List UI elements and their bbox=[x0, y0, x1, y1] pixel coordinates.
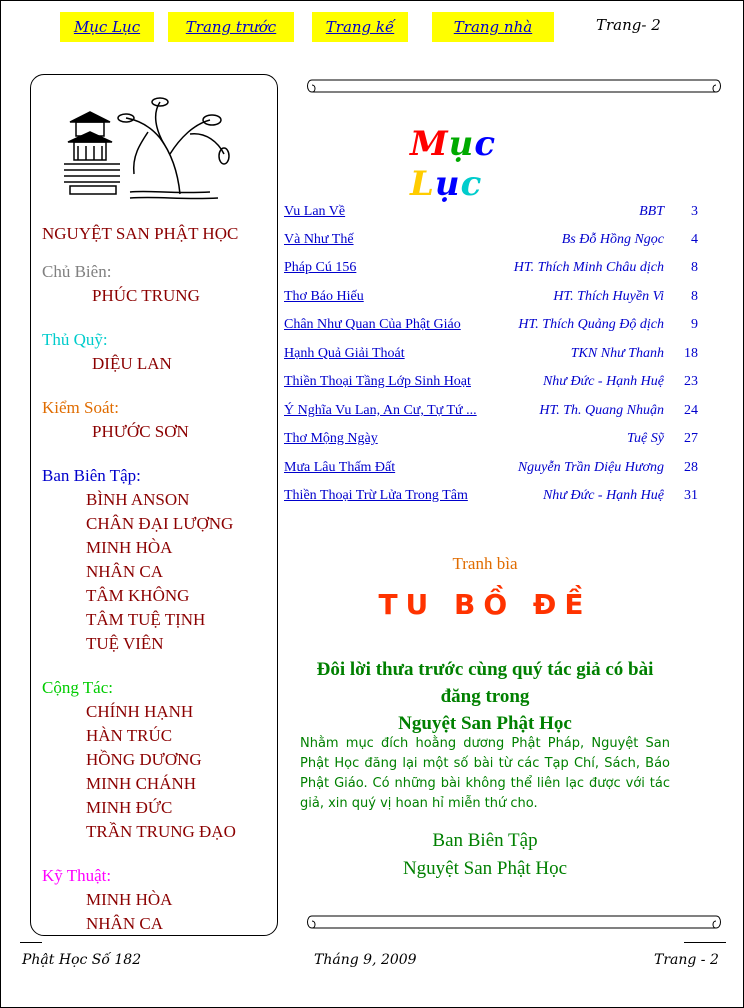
toc-author: Bs Đỗ Hồng Ngọc bbox=[561, 232, 664, 247]
toc-page-number: 27 bbox=[684, 431, 698, 446]
contributor-name: TRẦN TRUNG ĐẠO bbox=[86, 822, 236, 841]
signature-line: Nguyệt San Phật Học bbox=[402, 858, 568, 879]
toc-page-number: 24 bbox=[684, 403, 698, 418]
toc-page-number: 9 bbox=[691, 317, 698, 332]
toc-article-link[interactable]: Thiền Thoại Tầng Lớp Sinh Hoạt bbox=[284, 374, 471, 389]
toc-row bbox=[284, 202, 704, 226]
footer-issue: Phật Học Số 182 bbox=[22, 952, 142, 968]
editorial-member: TÂM TUỆ TỊNH bbox=[86, 610, 206, 629]
treasurer-name: DIỆU LAN bbox=[92, 354, 172, 373]
toc-article-link[interactable]: Và Như Thế bbox=[284, 232, 354, 247]
nav-next-link[interactable]: Trang kế bbox=[312, 12, 408, 42]
contributors-label: Cộng Tác: bbox=[42, 678, 113, 697]
page-label: Trang- 2 bbox=[596, 16, 661, 34]
toc-page-number: 8 bbox=[691, 289, 698, 304]
nav-home-link[interactable]: Trang nhà bbox=[432, 12, 554, 42]
toc-author: Như Đức - Hạnh Huệ bbox=[542, 488, 664, 503]
toc-author: HT. Thích Minh Châu dịch bbox=[513, 260, 664, 275]
toc-row bbox=[284, 372, 704, 396]
contributor-name: CHÍNH HẠNH bbox=[86, 702, 194, 721]
cover-label: Tranh bìa bbox=[452, 554, 518, 573]
notice-body: Nhằm mục đích hoằng dương Phật Pháp, Nguyệt San Phật Học đăng lại một số bài từ các Tạp Chí, Sách, Báo Phật Giáo. Có những bài không thể liên lạc được với tác giả, xin quý vị hoan hỉ miễn thứ cho. bbox=[300, 736, 670, 811]
controller-name: PHƯỚC SƠN bbox=[92, 422, 189, 441]
editorial-member: BÌNH ANSON bbox=[86, 490, 190, 509]
contributor-name: HỒNG DƯƠNG bbox=[86, 750, 202, 769]
toc-page-number: 28 bbox=[684, 460, 698, 475]
toc-page-number: 23 bbox=[684, 374, 698, 389]
chief-editor-name: PHÚC TRUNG bbox=[92, 286, 200, 305]
toc-page-number: 18 bbox=[684, 346, 698, 361]
toc-author: HT. Th. Quang Nhuận bbox=[539, 403, 664, 418]
publication-name: NGUYỆT SAN PHẬT HỌC bbox=[42, 224, 239, 243]
toc-article-link[interactable]: Pháp Cú 156 bbox=[284, 260, 357, 275]
scroll-bottom-decoration bbox=[304, 912, 724, 932]
toc-article-link[interactable]: Thơ Mộng Ngày bbox=[284, 431, 378, 446]
footer-date: Tháng 9, 2009 bbox=[314, 952, 417, 968]
toc-row bbox=[284, 258, 704, 282]
treasurer-label: Thủ Quỹ: bbox=[42, 330, 108, 349]
cover-title: TU BỒ ĐỀ bbox=[378, 588, 592, 621]
toc-row bbox=[284, 287, 704, 311]
footer-rule-left bbox=[20, 942, 42, 943]
scroll-top-decoration bbox=[304, 76, 724, 96]
nav-toc-link[interactable]: Mục Lục bbox=[60, 12, 154, 42]
toc-author: HT. Thích Quảng Độ dịch bbox=[518, 317, 664, 332]
toc-row bbox=[284, 401, 704, 425]
toc-page-number: 31 bbox=[684, 488, 698, 503]
toc-heading bbox=[410, 124, 570, 204]
controller-label: Kiểm Soát: bbox=[42, 398, 119, 417]
toc-article-link[interactable]: Thơ Báo Hiếu bbox=[284, 289, 364, 304]
toc-article-link[interactable]: Hạnh Quả Giải Thoát bbox=[284, 346, 405, 361]
notice-heading bbox=[300, 656, 670, 737]
nav-prev-link[interactable]: Trang trước bbox=[168, 12, 294, 42]
editorial-member: TUỆ VIÊN bbox=[86, 634, 164, 653]
toc-article-link[interactable]: Thiền Thoại Trừ Lửa Trong Tâm bbox=[284, 488, 468, 503]
toc-row bbox=[284, 315, 704, 339]
toc-row bbox=[284, 429, 704, 453]
signature-line: Ban Biên Tập bbox=[432, 830, 538, 851]
toc-heading-letter: M bbox=[410, 124, 449, 164]
contributor-name: HÀN TRÚC bbox=[86, 726, 173, 745]
toc-author: TKN Như Thanh bbox=[570, 346, 664, 361]
notice-heading-line: Nguyệt San Phật Học bbox=[398, 713, 572, 734]
toc-author: Nguyễn Trần Diệu Hương bbox=[517, 460, 664, 475]
toc-article-link[interactable]: Ý Nghĩa Vu Lan, An Cư, Tự Tứ ... bbox=[284, 403, 477, 418]
toc-author: Tuệ Sỹ bbox=[627, 431, 664, 446]
toc-heading-letter: L bbox=[410, 164, 435, 204]
toc-row bbox=[284, 344, 704, 368]
toc-article-link[interactable]: Chân Như Quan Của Phật Giáo bbox=[284, 317, 461, 332]
toc-author: BBT bbox=[639, 204, 664, 219]
chief-editor-label: Chủ Biên: bbox=[42, 262, 112, 281]
pagoda-tree-illustration bbox=[60, 94, 230, 204]
toc-author: HT. Thích Huyền Vi bbox=[553, 289, 664, 304]
toc-heading-letter: ụ bbox=[434, 164, 461, 204]
toc-heading-letter: c bbox=[474, 124, 497, 164]
tech-label: Kỹ Thuật: bbox=[42, 866, 112, 885]
toc-row bbox=[284, 458, 704, 482]
editorial-member: NHÂN CA bbox=[86, 562, 163, 581]
contributor-name: MINH CHÁNH bbox=[86, 774, 197, 793]
toc-page-number: 3 bbox=[691, 204, 698, 219]
footer-rule-right bbox=[684, 942, 726, 943]
notice-heading-line: đăng trong bbox=[440, 686, 530, 707]
toc-row bbox=[284, 230, 704, 254]
toc-heading-letter: c bbox=[460, 164, 483, 204]
editorial-member: CHÂN ĐẠI LƯỢNG bbox=[86, 514, 234, 533]
toc-author: Như Đức - Hạnh Huệ bbox=[542, 374, 664, 389]
toc-page-number: 4 bbox=[691, 232, 698, 247]
footer-page: Trang - 2 bbox=[654, 952, 719, 968]
notice-heading-line: Đôi lời thưa trước cùng quý tác giả có bài bbox=[316, 659, 654, 680]
toc-page-number: 8 bbox=[691, 260, 698, 275]
contributor-name: MINH ĐỨC bbox=[86, 798, 173, 817]
toc-heading-letter: ụ bbox=[448, 124, 475, 164]
editorial-member: MINH HÒA bbox=[86, 538, 173, 557]
toc-row bbox=[284, 486, 704, 510]
toc-article-link[interactable]: Vu Lan Về bbox=[284, 204, 346, 219]
toc-article-link[interactable]: Mưa Lâu Thấm Đất bbox=[284, 460, 396, 475]
editorial-label: Ban Biên Tập: bbox=[42, 466, 141, 485]
tech-member: NHÂN CA bbox=[86, 914, 163, 933]
tech-member: MINH HÒA bbox=[86, 890, 173, 909]
editorial-member: TÂM KHÔNG bbox=[86, 586, 190, 605]
